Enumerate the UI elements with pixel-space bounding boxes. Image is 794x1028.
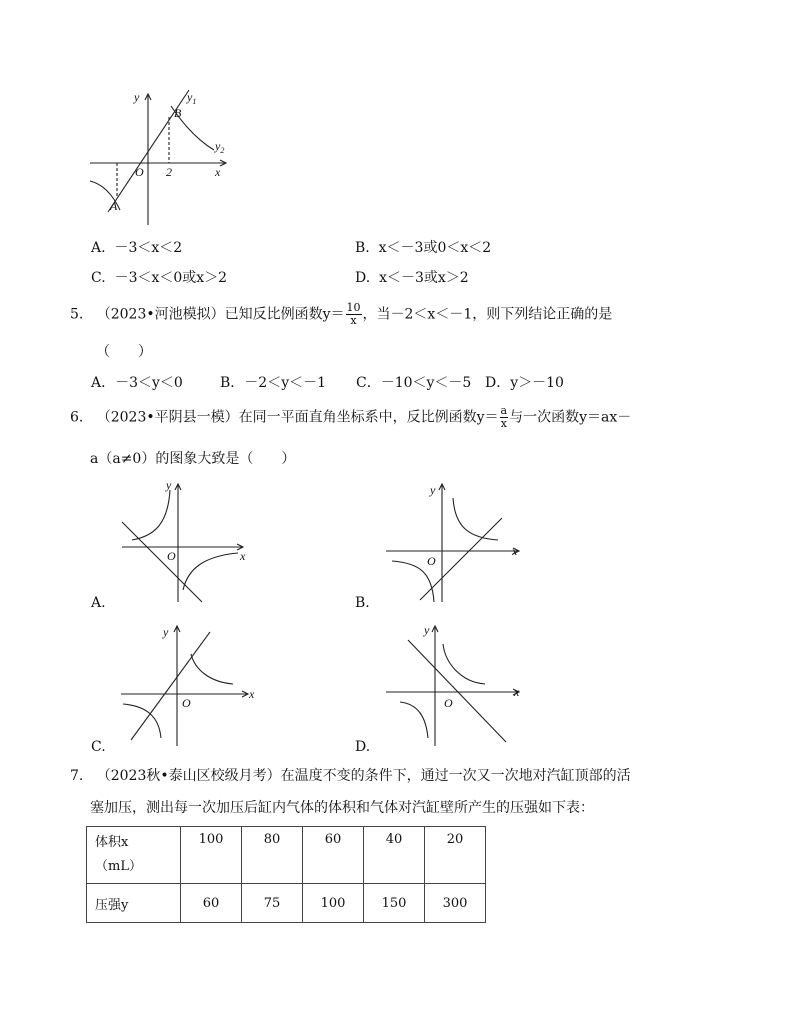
q4-option-c[interactable]: C. －3＜x＜0或x＞2 — [91, 270, 228, 286]
q6-option-c-label[interactable]: C. — [91, 739, 106, 755]
table-cell: 20 — [425, 827, 486, 884]
q6b-hyperbola-q1 — [453, 498, 498, 540]
svg-text:O: O — [444, 696, 453, 710]
table-cell: 60 — [181, 884, 242, 923]
q4-x-label: x — [215, 165, 221, 179]
q4-origin-label: O — [135, 165, 144, 179]
svg-text:O: O — [182, 696, 191, 710]
q4-b-label: B — [174, 106, 182, 120]
q4-option-d[interactable]: D. x＜－3或x＞2 — [355, 270, 469, 286]
table-cell: 100 — [181, 827, 242, 884]
table-cell: 40 — [364, 827, 425, 884]
q6c-line — [131, 632, 210, 740]
table-cell: 60 — [303, 827, 364, 884]
q7-stem-line2: 塞加压，测出每一次加压后缸内气体的体积和气体对汽缸壁所产生的压强如下表： — [90, 800, 594, 816]
table-row — [87, 884, 486, 923]
q5-option-d[interactable]: D．y＞－10 — [485, 375, 564, 391]
q6-fraction: $\frac{a}{x}$ — [500, 404, 508, 430]
svg-text:O: O — [167, 549, 176, 563]
q6-stem-line2: a（a≠0）的图象大致是（ ） — [90, 451, 296, 467]
q6-option-d-label[interactable]: D. — [355, 739, 371, 755]
q5-option-b[interactable]: B．－2＜y＜－1 — [220, 375, 327, 391]
q6-graph-a[interactable] — [110, 478, 255, 608]
q6-graph-b[interactable] — [380, 478, 525, 608]
q6a-hyperbola-q4 — [183, 553, 238, 590]
svg-text:x: x — [512, 544, 518, 558]
q6-stem: 6. （2023•平阴县一模）在同一平面直角坐标系中，反比例函数y＝ $\frac{a}{x}$ 与一次函数y＝ax－ — [70, 404, 632, 430]
q5-stem: 5. （2023•河池模拟）已知反比例函数y＝ $\frac{10}{x}$ ，当－2＜x＜－1，则下列结论正确的是 — [70, 301, 613, 327]
q4-tick-2: 2 — [166, 165, 172, 179]
table-cell: 150 — [364, 884, 425, 923]
q5-option-a[interactable]: A．－3＜y＜0 — [91, 375, 183, 391]
svg-text:y: y — [166, 478, 172, 492]
q4-graph — [84, 88, 234, 233]
q6-option-a-label[interactable]: A. — [91, 595, 106, 611]
q6c-hyperbola-q1 — [191, 654, 233, 684]
svg-text:y: y — [163, 625, 169, 639]
table-cell: 300 — [425, 884, 486, 923]
q6d-hyperbola-q1 — [443, 644, 485, 684]
q6d-line — [408, 640, 506, 742]
q6a-line — [122, 522, 202, 602]
q6-number: 6. — [70, 409, 84, 426]
q4-option-a[interactable]: A. －3＜x＜2 — [91, 240, 183, 256]
q6-graph-c[interactable] — [115, 622, 260, 750]
q7-data-table — [86, 826, 486, 923]
q6d-hyperbola-q3 — [400, 702, 428, 738]
svg-text:O: O — [427, 554, 436, 568]
table-cell: 75 — [242, 884, 303, 923]
q5-blank: （ ） — [96, 344, 152, 360]
q4-a-label: A — [110, 199, 118, 213]
table-cell: 80 — [242, 827, 303, 884]
q5-number: 5. — [70, 306, 84, 323]
svg-text:y: y — [424, 623, 430, 637]
table-header-volume: 体积x （mL） — [87, 827, 181, 884]
q4-y2-label: $y_2$ — [215, 139, 225, 155]
svg-text:x: x — [249, 687, 255, 701]
table-row — [87, 827, 486, 884]
q7-number: 7. — [70, 768, 84, 784]
svg-text:x: x — [514, 685, 520, 699]
table-cell: 100 — [303, 884, 364, 923]
svg-text:x: x — [240, 549, 246, 563]
q6a-hyperbola-q2 — [132, 490, 170, 540]
q4-option-b[interactable]: B. x＜－3或0＜x＜2 — [355, 240, 492, 256]
q6c-hyperbola-q3 — [123, 704, 161, 738]
q5-option-c[interactable]: C．－10＜y＜－5 — [356, 375, 472, 391]
svg-text:y: y — [430, 483, 436, 497]
q6-graph-d[interactable] — [380, 622, 525, 750]
table-header-pressure: 压强y — [87, 884, 181, 923]
q5-fraction: $\frac{10}{x}$ — [346, 301, 361, 327]
q4-y-label: y — [134, 90, 140, 104]
q6-option-b-label[interactable]: B. — [355, 595, 370, 611]
q7-stem-line1: 7. （2023秋•泰山区校级月考）在温度不变的条件下，通过一次又一次地对汽缸顶部的活 — [70, 768, 631, 784]
q4-y1-label: $y_1$ — [187, 90, 197, 106]
